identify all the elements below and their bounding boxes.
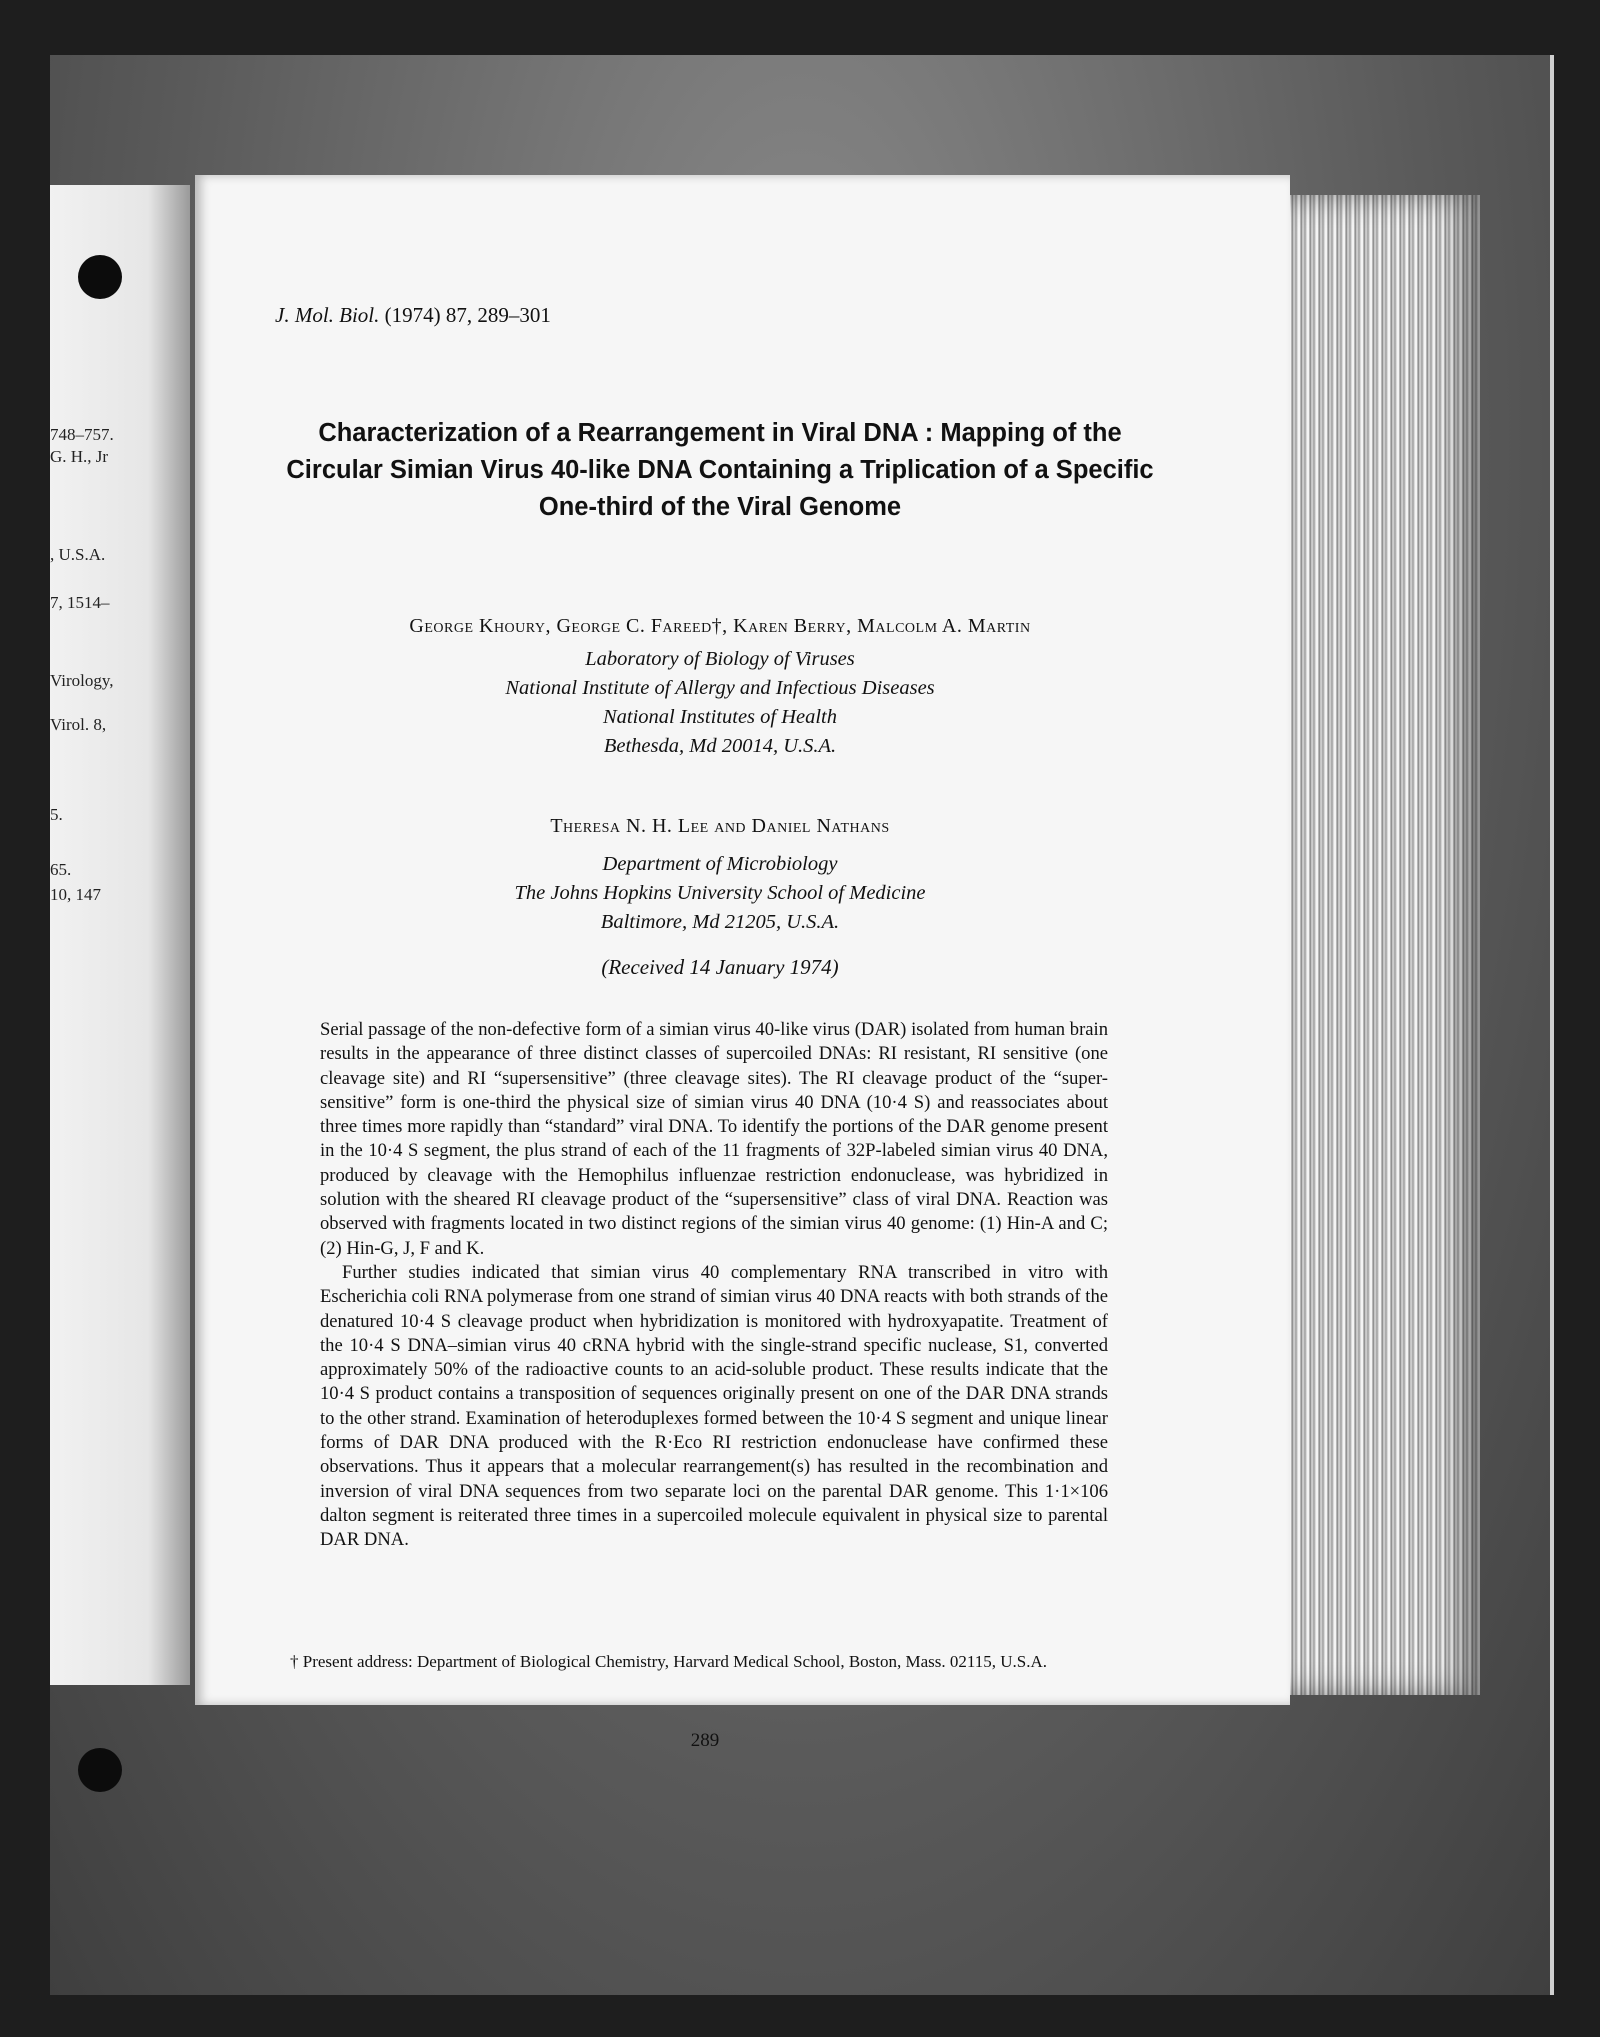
affiliation-line: Bethesda, Md 20014, U.S.A.: [603, 735, 837, 757]
affiliation-line: Department of Microbiology: [602, 853, 838, 875]
left-fragment: , U.S.A.: [50, 545, 106, 564]
left-fragment: Virol. 8,: [50, 715, 107, 734]
affiliation-1: [275, 645, 1165, 761]
affiliation-line: National Institutes of Health: [602, 706, 838, 728]
binder-hole: [78, 255, 122, 299]
received-date: (Received 14 January 1974): [601, 955, 839, 979]
affiliation-2: [275, 850, 1165, 937]
affiliation-line: National Institute of Allergy and Infectious Diseases: [505, 677, 935, 699]
journal-name: J. Mol. Biol.: [275, 303, 380, 327]
author-list-1: George Khoury, George C. Fareed†, Karen Berry, Malcolm A. Martin: [409, 615, 1031, 637]
footnote: † Present address: Department of Biological Chemistry, Harvard Medical School, Boston, Mass. 02115, U.S.A.: [290, 1652, 1048, 1671]
journal-page: [195, 175, 1290, 1751]
left-fragment: 748–757.: [50, 425, 114, 444]
affiliation-line: Baltimore, Md 21205, U.S.A.: [600, 911, 840, 933]
affiliation-line: Laboratory of Biology of Viruses: [585, 648, 855, 670]
author-list-2: Theresa N. H. Lee and Daniel Nathans: [550, 815, 890, 837]
abstract-paragraph: Serial passage of the non-defective form of a simian virus 40-like virus (DAR) isolated from human brain results in the appearance of three distinct classes of supercoiled DNAs: RI resistant, RI sensitive (one cleavage site) and RI “supersensitive” (three cleavage sites). The RI cleavage product of the “super-sensitive” form is one-third the physical size of simian virus 40 DNA (10·4 S) and reassociates about three times more rapidly than “standard” viral DNA. To identify the portions of the DAR genome present in the 10·4 S segment, the plus strand of each of the 11 fragments of 32P-labeled simian virus 40 DNA, produced by cleavage with the Hemophilus influenzae restriction endonuclease, was hybridized in solution with the sheared RI cleavage product of the “supersensitive” class of viral DNA. Reaction was observed with fragments located in two distinct regions of the simian virus 40 genome: (1) Hin-A and C; (2) Hin-G, J, F and K.: [320, 1019, 1108, 1259]
left-fragment: 10, 147: [50, 885, 101, 904]
binder-hole: [78, 1748, 122, 1792]
article-title: Characterization of a Rearrangement in Viral DNA : Mapping of the Circular Simian Virus 40-like DNA Containing a Triplication of a Specific One-third of the Viral Genome: [286, 419, 1154, 521]
left-fragment: 7, 1514–: [50, 593, 110, 612]
left-fragment: 65.: [50, 860, 72, 879]
book-page-edges: [1280, 195, 1480, 1695]
previous-page-strip: [50, 185, 190, 1685]
journal-volume-pages: (1974) 87, 289–301: [384, 303, 551, 327]
abstract-paragraph: Further studies indicated that simian virus 40 complementary RNA transcribed in vitro with Escherichia coli RNA polymerase from one strand of simian virus 40 DNA reacts with both strands of the denatured 10·4 S cleavage product when hybridization is monitored with hydroxyapatite. Treatment of the 10·4 S DNA–simian virus 40 cRNA hybrid with the single-strand specific nuclease, S1, converted approximately 50% of the radioactive counts to an acid-soluble product. These results indicate that the 10·4 S product contains a transposition of sequences originally present on one of the DAR DNA strands to the other strand. Examination of heteroduplexes formed between the 10·4 S segment and unique linear forms of DAR DNA produced with the R·Eco RI restriction endonuclease have confirmed these observations. Thus it appears that a molecular rearrangement(s) has resulted in the recombination and inversion of viral DNA sequences from two separate loci on the parental DAR genome. This 1·1×106 dalton segment is reiterated three times in a supercoiled molecule equivalent in physical size to parental DAR DNA.: [320, 1261, 1108, 1551]
left-fragment: G. H., Jr: [50, 447, 109, 466]
left-fragment: 5.: [50, 805, 63, 824]
page-number: 289: [690, 1730, 720, 1751]
abstract: [320, 1018, 1108, 1553]
journal-citation: [275, 303, 551, 328]
scanned-sheet: [50, 55, 1554, 1995]
left-fragment: Virology,: [50, 671, 114, 690]
affiliation-line: The Johns Hopkins University School of Medicine: [514, 882, 926, 904]
